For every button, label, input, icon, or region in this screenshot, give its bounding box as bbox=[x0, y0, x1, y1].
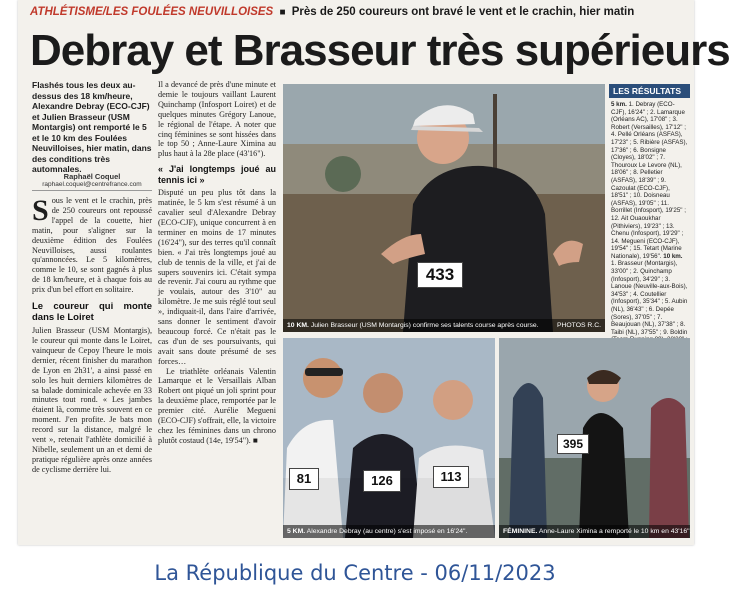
results-10km-label: 10 km. bbox=[663, 252, 683, 260]
photo-credit: PHOTOS R.C. bbox=[556, 322, 601, 329]
paragraph: ous le vent et le crachin, près de 250 coureurs ont repoussé l'appel de la couette, hier matin, pour s'aligner sur la deuxième édition des Foulées Neuvilloises, aussi roulantes qu'annoncées. Le 5 kilomètres, comme le 10, se sont gagnés à plus de 18 km/heure, et à chaque fois au prix d'un bel effort en solitaire. bbox=[32, 196, 152, 295]
photo-caption bbox=[499, 525, 690, 538]
dropcap: S bbox=[32, 194, 49, 227]
photo-caption bbox=[283, 525, 495, 538]
caption-text: Alexandre Debray (au centre) s'est imposé en 16'24". bbox=[306, 528, 468, 535]
intertitle: « J'ai longtemps joué au tennis ici » bbox=[158, 164, 276, 185]
article-column-1 bbox=[32, 196, 152, 475]
intertitle: Le coureur qui monte dans le Loiret bbox=[32, 301, 152, 324]
race-bib: 433 bbox=[417, 262, 463, 288]
results-5km-text: 1. Debray (ECO-CJF), 16'24" ; 2. Lamarque (Orléans AC), 17'08" ; 3. Robert (Versailles), 17'12" ; 4. Pellé Orléans (ASFAS), 17'23" ; 5. Ribière (ASFAS), 17'36" ; 6. Bonsigne (Cloyes), 18'02" ; 7. Thouroux Le Levore (NL), 18'06" ; 8. Pelletier (ASFAS), 18'39" ; 9. Cazoulat (ECO-CJF), 18'51" ; 10. Doisneau (ASFAS), 19'05" ; 11. Borrillet (Infosport), 19'25" ; 12. Ait Ouaoukhar (Pithiviers), 19'23" ; 13. Chenu (Infosport), 19'29" ; 14. Megueni (ECO-CJF), 19'54" ; 15. Tetart (Marine Nationale), 19'56". bbox=[611, 101, 688, 260]
photo-runner-brasseur bbox=[283, 84, 605, 332]
results-box bbox=[609, 84, 690, 336]
article-column-2 bbox=[158, 80, 276, 446]
podium-illustration bbox=[283, 338, 495, 538]
runner-illustration bbox=[283, 84, 605, 332]
square-bullet-icon: ■ bbox=[279, 7, 286, 18]
newspaper-clipping bbox=[18, 0, 730, 545]
caption-lead: 10 KM. bbox=[287, 322, 309, 329]
headline: Debray et Brasseur très supérieurs bbox=[30, 26, 730, 75]
race-bib: 395 bbox=[557, 434, 589, 454]
paragraph: Le triathlète orléanais Valentin Lamarque et le Versaillais Alban Robert ont piqué un joli sprint pour la deuxième place, remportée par le premier cité. Aurélie Megueni (ECO-CJF) s'offrait, elle, la victoire chez les féminines dans un chrono plutôt costaud (14e, 19'54"). ■ bbox=[158, 366, 276, 445]
paragraph: Disputé un peu plus tôt dans la matinée, le 5 km s'est résumé à un cavalier seul d'Alexandre Debray (ECO-CJF), unique concurrent à en terminer en moins de 17 minutes (16'24"), sur des terres qu'il connaît bien. « J'ai très longtemps joué au club de tennis de la ville, et j'ai de supers souvenirs ici. C'était sympa de revenir. J'ai couru au rythme que je voulais, autour des 3'10" au kilomètre. Je me suis réglé tout seul », indiquait-il, dans l'aire d'arrivée, sans donner le sentiment d'avoir beaucoup forcé. Ce n'était pas le cas d'un de ses poursuivants, qui avait sans doute présumé de ses forces… bbox=[158, 188, 276, 366]
section-label: ATHLÉTISME/LES FOULÉES NEUVILLOISES bbox=[30, 6, 274, 18]
results-title: LES RÉSULTATS bbox=[609, 84, 690, 98]
results-10km-text: 1. Brasseur (Montargis), 33'00" ; 2. Quinchamp (Infosport), 34'29" ; 3. Lanoue (Neuville-aux-Bois), 34'53" ; 4. Coutellier (Infosport), 35'34" ; 5. Aubin (NL), 36'43" ; 6. Depée (Sores), 37'05" ; 7. Beaujouan (NL), 37'38" ; 8. Taibi (NL), 37'55" ; 9. Boldin bbox=[611, 260, 688, 336]
results-body bbox=[609, 98, 690, 377]
caption-text: Julien Brasseur (USM Montargis) confirme ses talents course après course. bbox=[310, 322, 539, 329]
byline bbox=[32, 172, 152, 191]
race-bib: 113 bbox=[433, 466, 469, 488]
photo-caption bbox=[283, 319, 605, 332]
runner-woman-illustration bbox=[499, 338, 690, 538]
caption-text: Anne-Laure Ximina a remporté le 10 km en 43'16". bbox=[538, 528, 692, 535]
deck-text: Près de 250 coureurs ont bravé le vent et le crachin, hier matin bbox=[291, 6, 635, 18]
paragraph: Il a devancé de près d'une minute et demie le toujours vaillant Laurent Quinchamp (Infosport Loiret) et de quelques minutes Grégory Lanoue, le régional de l'étape. A noter que cinq féminines se sont hissées dans le top 50 ; Anne-Laure Ximina au plus haut à la 28e place (43'16"). bbox=[158, 80, 276, 159]
caption-lead: FÉMININE. bbox=[503, 528, 538, 535]
chapo: Flashés tous les deux au-dessus des 18 km/heure, Alexandre Debray (ECO-CJF) et Julien Brasseur (USM Montargis) ont remporté le 5 et le 10 km des Foulées Neuvilloises, hier matin, dans des conditions très automnales. bbox=[32, 80, 152, 174]
kicker-line bbox=[30, 6, 634, 18]
race-bib: 81 bbox=[289, 468, 319, 490]
caption-lead: 5 KM. bbox=[287, 528, 306, 535]
photo-feminine-winner bbox=[499, 338, 690, 538]
paragraph: Julien Brasseur (USM Montargis), le coureur qui monte dans le Loiret, vainqueur de Cepoy l'heure le mois dernier, récent finisher du marathon de Lyon en 2h31', a ainsi passé en solo les huit derniers kilomètres de sa balade dominicale achevée en 33 minutes tout rond. « Les jambes étaient là, comme très souvent en ce moment. J'en profite. Je bats mon record sur la distance, malgré le vent », retenait l'athlète domicilié à Nibelle, seulement un an et demi de pratique régulière après onze années de cyclisme derrière lui. bbox=[32, 326, 152, 474]
source-footer: La République du Centre - 06/11/2023 bbox=[154, 561, 556, 585]
results-5km-label: 5 km. bbox=[611, 101, 627, 108]
author-name: Raphaël Coquel bbox=[63, 172, 121, 181]
race-bib: 126 bbox=[363, 470, 401, 492]
photo-5km-podium bbox=[283, 338, 495, 538]
author-email: raphael.coquel@centrefrance.com bbox=[42, 181, 142, 188]
